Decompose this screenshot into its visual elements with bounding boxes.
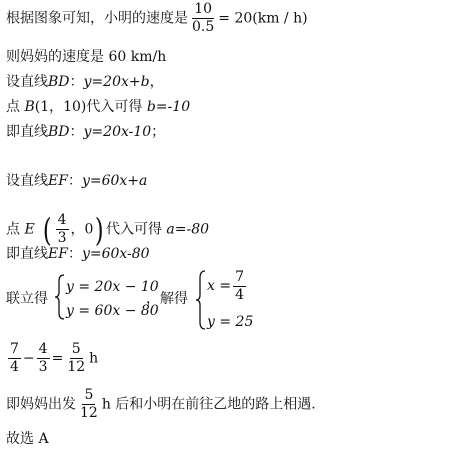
set-ef-line: 设直线EF：y=60x+a <box>6 173 148 189</box>
solution-y: y = 25 <box>207 314 254 330</box>
conclusion-line: 即妈妈出发 $\frac{5}{12}$ h 后和小明在前往乙地的路上相遇. <box>6 387 316 421</box>
answer-line: 故选 A <box>6 431 49 447</box>
point-e-line: 点 E ( $\frac{4}{3}$ ，0) 代入可得 a=-80 <box>6 210 210 249</box>
x-fraction: $\frac{7}{4}$ <box>235 269 244 303</box>
b-result: b=-10 <box>146 99 191 115</box>
bd-result-line: 即直线BD：y=20x-10； <box>6 124 166 140</box>
system-label: 联立得 <box>6 291 48 307</box>
speed-line <box>6 2 308 35</box>
bd-final-equation: y=20x-10 <box>83 124 152 140</box>
solve-label: ，解得 <box>146 291 188 307</box>
point-b-line: 点 B(1，10)代入可得 b=-10 <box>6 99 191 115</box>
ef-equation: y=60x+a <box>81 173 148 189</box>
speed-fraction: $\frac{10}{0.5}$ <box>192 1 215 35</box>
equation-1: y = 20x − 10 <box>66 279 159 295</box>
fraction-5-12: $\frac{5}{12}$ <box>67 341 86 375</box>
meet-time-fraction: $\frac{5}{12}$ <box>80 387 98 421</box>
line-ef-name: EF <box>48 173 68 189</box>
speed-text: 根据图象可知，小明的速度是 <box>6 10 188 27</box>
mom-speed-line: 则妈妈的速度是 60 km/h <box>6 49 167 65</box>
e-x-fraction: $\frac{4}{3}$ <box>57 212 67 246</box>
fraction-4-3: $\frac{4}{3}$ <box>38 341 48 375</box>
point-e: E <box>24 221 35 238</box>
a-result: a=-80 <box>166 221 210 238</box>
line-bd-name: BD <box>48 74 70 90</box>
left-brace <box>54 274 66 320</box>
right-brace <box>195 270 207 330</box>
point-e-coords: ( $\frac{4}{3}$ ，0) <box>43 210 105 249</box>
bd-equation: y=20x+b <box>83 74 150 90</box>
ef-result-line: 即直线EF：y=60x-80 <box>6 246 150 262</box>
speed-result: = 20(km / h) <box>218 10 308 27</box>
ef-final-equation: y=60x-80 <box>81 246 150 262</box>
set-bd-line: 设直线BD：y=20x+b， <box>6 74 164 90</box>
fraction-7-4: $\frac{7}{4}$ <box>10 341 19 375</box>
equation-2: y = 60x − 80 <box>66 303 159 319</box>
time-difference: $\frac{7}{4}$ − $\frac{4}{3}$ = $\frac{5}{12}$ h <box>10 341 99 375</box>
solution-x: x = $\frac{7}{4}$ <box>207 269 244 303</box>
point-b: B <box>24 99 35 115</box>
